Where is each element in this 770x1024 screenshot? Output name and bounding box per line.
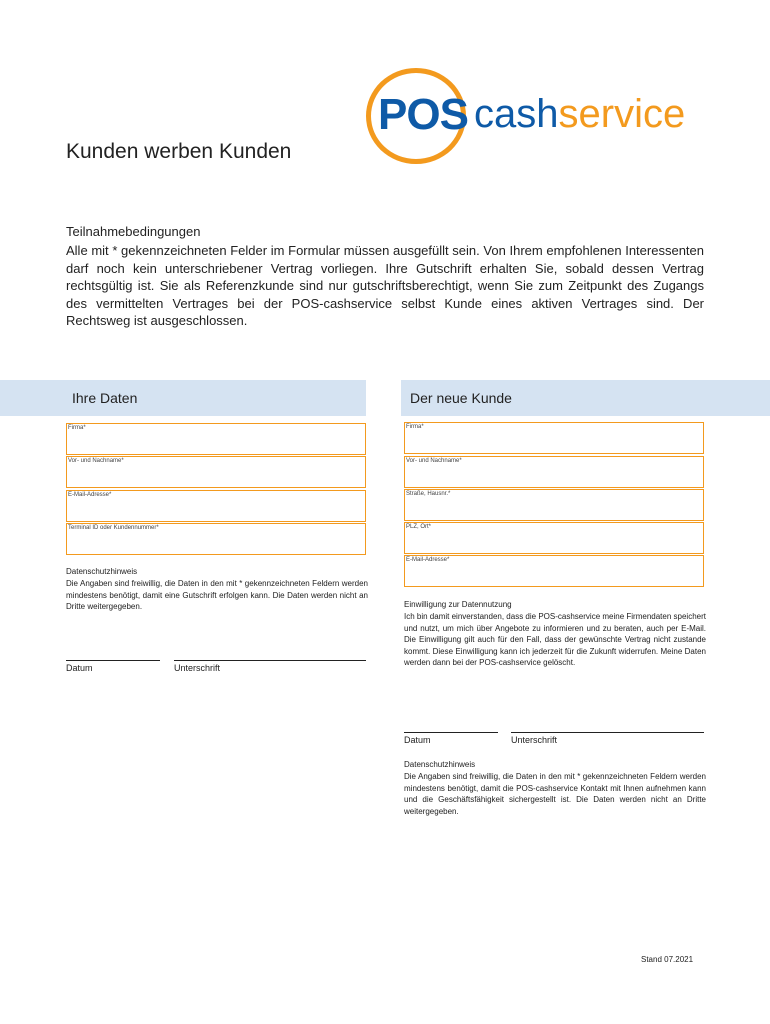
logo-pos-text: POS xyxy=(378,90,468,139)
logo-service-text: service xyxy=(558,92,686,136)
left-date-line xyxy=(66,660,160,661)
field-label: Vor- und Nachname* xyxy=(406,458,462,464)
left-name-field[interactable] xyxy=(66,456,366,488)
right-privacy-body: Die Angaben sind freiwillig, die Daten in den mit * gekennzeichneten Feldern werden mindestens benötigt, damit die POS-cashservice Kontakt mit Ihnen aufnehmen kann und die Geschäftsfähigkeit sichergestellt ist. Die Daten werden nicht an Dritte weitergegeben. xyxy=(404,772,706,816)
right-name-field[interactable] xyxy=(404,456,704,488)
left-company-field[interactable] xyxy=(66,423,366,455)
consent-body: Ich bin damit einverstanden, dass die POS-cashservice meine Firmendaten speichert und nutzt, um mich über Angebote zu informieren und zu beraten, auch per E-Mail. Die Einwilligung gilt auch für den Fall, dass der gewünschte Vertrag nicht zustande kommt. Diese Einwilligung kann ich jederzeit für die Zukunft widerrufen. Meine Daten werden dann bei der POS-cashservice gelöscht. xyxy=(404,612,706,668)
your-data-heading: Ihre Daten xyxy=(72,390,138,406)
left-privacy-heading: Datenschutzhinweis xyxy=(66,567,138,576)
right-signature-label: Unterschrift xyxy=(511,735,558,745)
right-privacy-heading: Datenschutzhinweis xyxy=(404,760,476,769)
left-signature-line xyxy=(174,660,366,661)
field-label: Firma* xyxy=(68,425,86,431)
field-label: E-Mail-Adresse* xyxy=(406,557,450,563)
field-label: Straße, Hausnr.* xyxy=(406,491,451,497)
new-customer-heading: Der neue Kunde xyxy=(410,390,512,406)
field-label: Firma* xyxy=(406,424,424,430)
right-signature-line xyxy=(511,732,704,733)
terms-heading: Teilnahmebedingungen xyxy=(66,224,201,239)
left-terminal-id-field[interactable] xyxy=(66,523,366,555)
logo-cashservice-text xyxy=(474,92,685,137)
field-label: E-Mail-Adresse* xyxy=(68,492,112,498)
consent-heading: Einwilligung zur Datennutzung xyxy=(404,600,512,609)
terms-body: Alle mit * gekennzeichneten Felder im Formular müssen ausgefüllt sein. Von Ihrem empfohlenen Interessenten darf noch kein unterschriebener Vertrag vorliegen. Ihre Gutschrift erhalten Sie, sobald dessen Vertrag rechtsgültig ist. Sie als Referenzkunde sind nur gutschriftsberechtigt, wenn Sie zum Zeitpunkt des Zugangs des vermittelten Vertrages bei der POS-cashservice selbst Kunde eines aktiven Vertrages sind. Der Rechtsweg ist ausgeschlossen. xyxy=(66,243,704,329)
pos-cashservice-logo xyxy=(366,68,706,164)
right-street-field[interactable] xyxy=(404,489,704,521)
field-label: PLZ, Ort* xyxy=(406,524,432,530)
left-signature-label: Unterschrift xyxy=(174,663,221,673)
version-stamp: Stand 07.2021 xyxy=(641,955,694,964)
field-label: Terminal ID oder Kundennummer* xyxy=(68,525,159,531)
right-zip-city-field[interactable] xyxy=(404,522,704,554)
right-date-label: Datum xyxy=(404,735,431,745)
left-privacy-body: Die Angaben sind freiwillig, die Daten in den mit * gekennzeichneten Feldern werden mindestens benötigt, damit eine Gutschrift erfolgen kann. Die Daten werden nicht an Dritte weitergegeben. xyxy=(66,579,368,612)
right-date-line xyxy=(404,732,498,733)
page-title: Kunden werben Kunden xyxy=(66,140,292,163)
field-label: Vor- und Nachname* xyxy=(68,458,124,464)
left-email-field[interactable] xyxy=(66,490,366,522)
left-date-label: Datum xyxy=(66,663,93,673)
logo-cash-text: cash xyxy=(474,92,559,136)
right-company-field[interactable] xyxy=(404,422,704,454)
right-email-field[interactable] xyxy=(404,555,704,587)
your-data-section-band xyxy=(0,380,366,416)
